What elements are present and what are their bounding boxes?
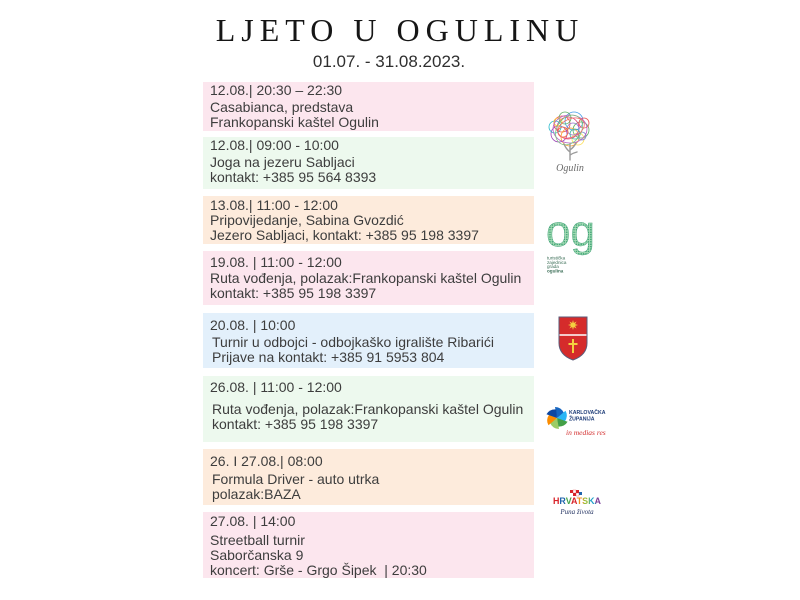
event-date-time: 26.08. | 11:00 - 12:00: [210, 379, 342, 395]
poster-title: LJETO U OGULINU: [215, 12, 585, 48]
event-card: [203, 137, 534, 189]
event-title: Formula Driver - auto utrka: [212, 471, 380, 487]
event-card: [203, 82, 534, 131]
hrvatska-logo: [551, 488, 603, 518]
pinwheel-logo: [544, 403, 608, 443]
event-title: Ruta vođenja, polazak:Frankopanski kaštel Ogulin: [212, 401, 524, 417]
hrvatska-wordmark: HRVATSKA: [553, 496, 602, 506]
event-contact: kontakt: +385 95 198 3397: [210, 285, 377, 301]
event-card: [203, 376, 534, 442]
event-date-time: 12.08.| 20:30 – 22:30: [210, 82, 343, 98]
pinwheel-icon: [544, 406, 570, 429]
event-title: Pripovijedanje, Sabina Gvozdić: [210, 212, 404, 228]
checker-square: [579, 492, 582, 495]
hrvatska-slogan: Puna života: [560, 508, 594, 516]
event-date-time: 20.08. | 10:00: [210, 317, 296, 333]
event-card: [203, 251, 534, 305]
star-icon: [568, 320, 578, 330]
event-card: [203, 449, 534, 505]
date-range: 01.07. - 31.08.2023.: [312, 52, 466, 71]
ogulin-wordmark: Ogulin: [556, 163, 584, 174]
og-caption-line: turistička: [547, 255, 566, 261]
tree-canopy: [549, 110, 589, 150]
event-date-time: 19.08. | 11:00 - 12:00: [210, 254, 342, 270]
event-location: polazak:BAZA: [212, 486, 301, 502]
og-caption-line: ogulina: [547, 268, 564, 274]
event-location-contact: Jezero Sabljaci, kontakt: +385 95 198 3397: [210, 227, 479, 243]
event-title: Turnir u odbojci - odbojkaško igralište Ribarići: [212, 334, 494, 350]
event-concert: koncert: Grše - Grgo Šipek | 20:30: [210, 562, 427, 578]
event-title: Joga na jezeru Sabljaci: [210, 154, 355, 170]
cross-icon: [572, 339, 574, 353]
og-caption: [547, 256, 567, 274]
checker-square: [570, 490, 573, 493]
coat-of-arms-icon: [556, 315, 590, 362]
event-contact: Prijave na kontakt: +385 91 5953 804: [212, 349, 445, 365]
event-date-time: 26. I 27.08.| 08:00: [210, 453, 323, 469]
ogulin-tree-logo: [544, 110, 596, 180]
event-date-time: 12.08.| 09:00 - 10:00: [210, 137, 339, 153]
og-logo: [544, 207, 600, 274]
event-title: Casabianca, predstava: [210, 99, 354, 115]
county-name-line: KARLOVAČKA: [569, 410, 606, 416]
event-card: [203, 196, 534, 244]
og-caption-line: zajednica: [547, 259, 567, 265]
checker-square: [576, 490, 579, 493]
event-contact: kontakt: +385 95 198 3397: [212, 416, 379, 432]
event-date-time: 27.08. | 14:00: [210, 513, 296, 529]
og-letters: og: [546, 207, 595, 256]
event-title: Ruta vođenja, polazak:Frankopanski kaštel Ogulin: [210, 270, 522, 286]
event-title: Streetball turnir: [210, 532, 305, 548]
event-contact: kontakt: +385 95 564 8393: [210, 169, 377, 185]
county-motto: in medias res: [566, 428, 606, 437]
event-card: [203, 512, 534, 578]
county-name-line: ŽUPANIJA: [569, 416, 595, 423]
og-caption-line: grada: [547, 264, 559, 270]
canopy-stroke: [565, 112, 583, 130]
event-location: Saborčanska 9: [210, 547, 304, 563]
tree-trunk: [564, 143, 577, 160]
cross-bar: [569, 343, 578, 345]
event-card: [203, 313, 534, 368]
event-date-time: 13.08.| 11:00 - 12:00: [210, 197, 338, 213]
checker-square: [573, 490, 576, 493]
event-location: Frankopanski kaštel Ogulin: [210, 114, 379, 130]
